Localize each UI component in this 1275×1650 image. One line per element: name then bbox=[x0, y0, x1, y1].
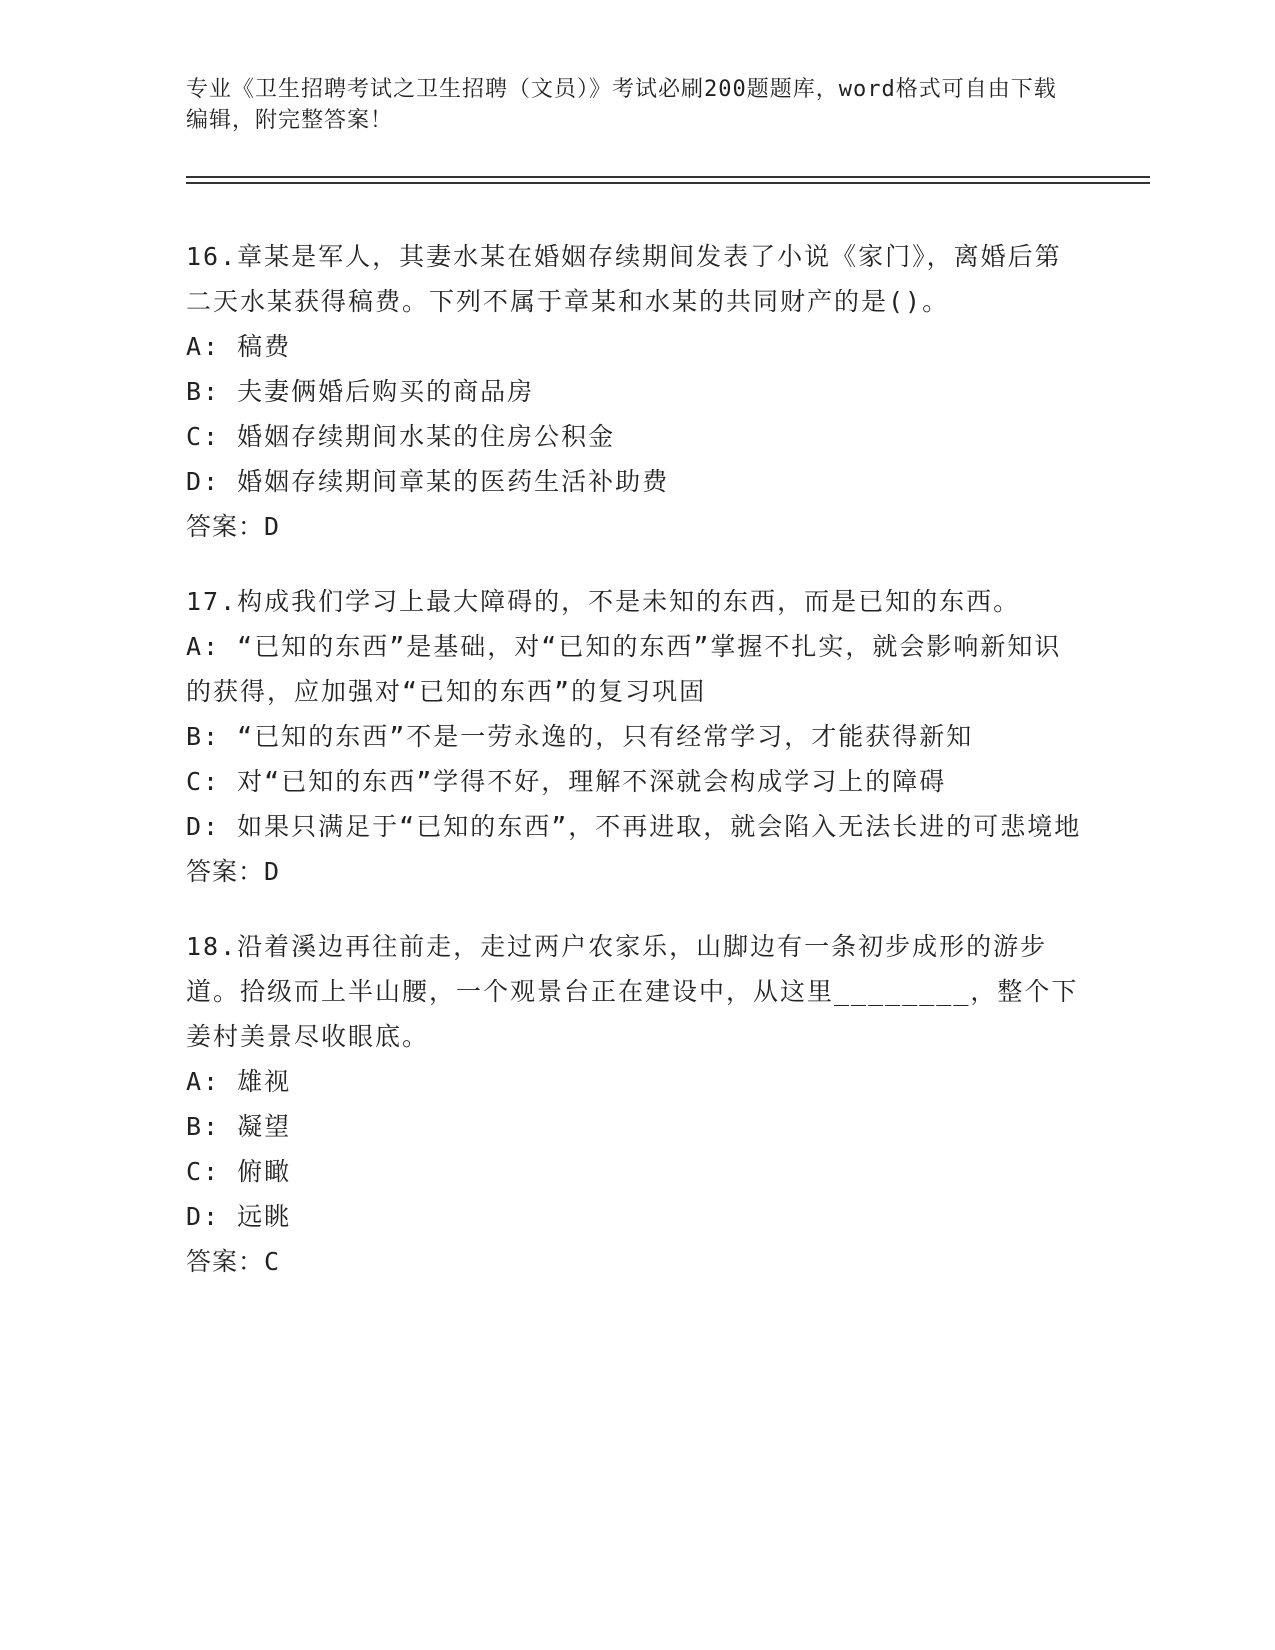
question-stem bbox=[186, 234, 1086, 324]
option-key: C: bbox=[186, 1157, 221, 1186]
option-b bbox=[186, 369, 1086, 414]
option-b bbox=[186, 1104, 1086, 1149]
question-text: 沿着溪边再往前走，走过两户农家乐，山脚边有一条初步成形的游步道。拾级而上半山腰，一个观景台正在建设中，从这里________，整个下姜村美景尽收眼底。 bbox=[186, 932, 1079, 1051]
option-text: 雄视 bbox=[237, 1067, 292, 1096]
option-key: B: bbox=[186, 1112, 221, 1141]
document-header: 专业《卫生招聘考试之卫生招聘（文员）》考试必刷200题题库，word格式可自由下载编辑，附完整答案！ bbox=[186, 77, 1057, 133]
option-text: 婚姻存续期间章某的医药生活补助费 bbox=[237, 467, 670, 496]
option-key: D: bbox=[186, 1202, 221, 1231]
option-text: “已知的东西”是基础，对“已知的东西”掌握不扎实，就会影响新知识的获得，应加强对“已知的东西”的复习巩固 bbox=[186, 632, 1062, 706]
option-text: 对“已知的东西”学得不好，理解不深就会构成学习上的障碍 bbox=[237, 767, 947, 796]
option-key: C: bbox=[186, 767, 221, 796]
question-number: 17. bbox=[186, 587, 238, 616]
option-key: A: bbox=[186, 632, 221, 661]
option-text: 如果只满足于“已知的东西”，不再进取，就会陷入无法长进的可悲境地 bbox=[237, 812, 1082, 841]
option-c bbox=[186, 1149, 1086, 1194]
answer-value: D bbox=[264, 857, 281, 886]
question-stem bbox=[186, 924, 1086, 1059]
answer-label: 答案： bbox=[186, 512, 265, 541]
question-number: 18. bbox=[186, 932, 238, 961]
option-text: 夫妻俩婚后购买的商品房 bbox=[237, 377, 535, 406]
option-d bbox=[186, 459, 1086, 504]
option-key: B: bbox=[186, 377, 221, 406]
option-key: C: bbox=[186, 422, 221, 451]
option-a bbox=[186, 324, 1086, 369]
question-16 bbox=[186, 234, 1086, 549]
header-divider-top bbox=[186, 176, 1150, 178]
option-b bbox=[186, 714, 1086, 759]
answer-label: 答案： bbox=[186, 1247, 265, 1276]
question-17 bbox=[186, 579, 1086, 894]
option-text: 稿费 bbox=[237, 332, 292, 361]
option-text: 俯瞰 bbox=[237, 1157, 292, 1186]
option-c bbox=[186, 414, 1086, 459]
header-divider-bottom bbox=[186, 182, 1150, 184]
option-text: 凝望 bbox=[237, 1112, 292, 1141]
answer-label: 答案： bbox=[186, 857, 265, 886]
option-a bbox=[186, 1059, 1086, 1104]
option-key: B: bbox=[186, 722, 221, 751]
option-d bbox=[186, 804, 1086, 849]
option-text: 婚姻存续期间水某的住房公积金 bbox=[237, 422, 616, 451]
option-d bbox=[186, 1194, 1086, 1239]
option-key: A: bbox=[186, 1067, 221, 1096]
option-key: D: bbox=[186, 467, 221, 496]
answer-line bbox=[186, 1239, 1086, 1284]
question-stem bbox=[186, 579, 1086, 624]
option-a bbox=[186, 624, 1086, 714]
question-text: 构成我们学习上最大障碍的，不是未知的东西，而是已知的东西。 bbox=[237, 587, 1021, 616]
answer-line bbox=[186, 504, 1086, 549]
option-key: D: bbox=[186, 812, 221, 841]
question-list bbox=[186, 234, 1086, 1314]
question-text: 章某是军人，其妻水某在婚姻存续期间发表了小说《家门》，离婚后第二天水某获得稿费。下列不属于章某和水某的共同财产的是()。 bbox=[186, 242, 1062, 316]
answer-line bbox=[186, 849, 1086, 894]
answer-value: D bbox=[264, 512, 281, 541]
option-text: 远眺 bbox=[237, 1202, 292, 1231]
option-key: A: bbox=[186, 332, 221, 361]
option-c bbox=[186, 759, 1086, 804]
option-text: “已知的东西”不是一劳永逸的，只有经常学习，才能获得新知 bbox=[237, 722, 974, 751]
question-18 bbox=[186, 924, 1086, 1284]
answer-value: C bbox=[264, 1247, 281, 1276]
question-number: 16. bbox=[186, 242, 238, 271]
